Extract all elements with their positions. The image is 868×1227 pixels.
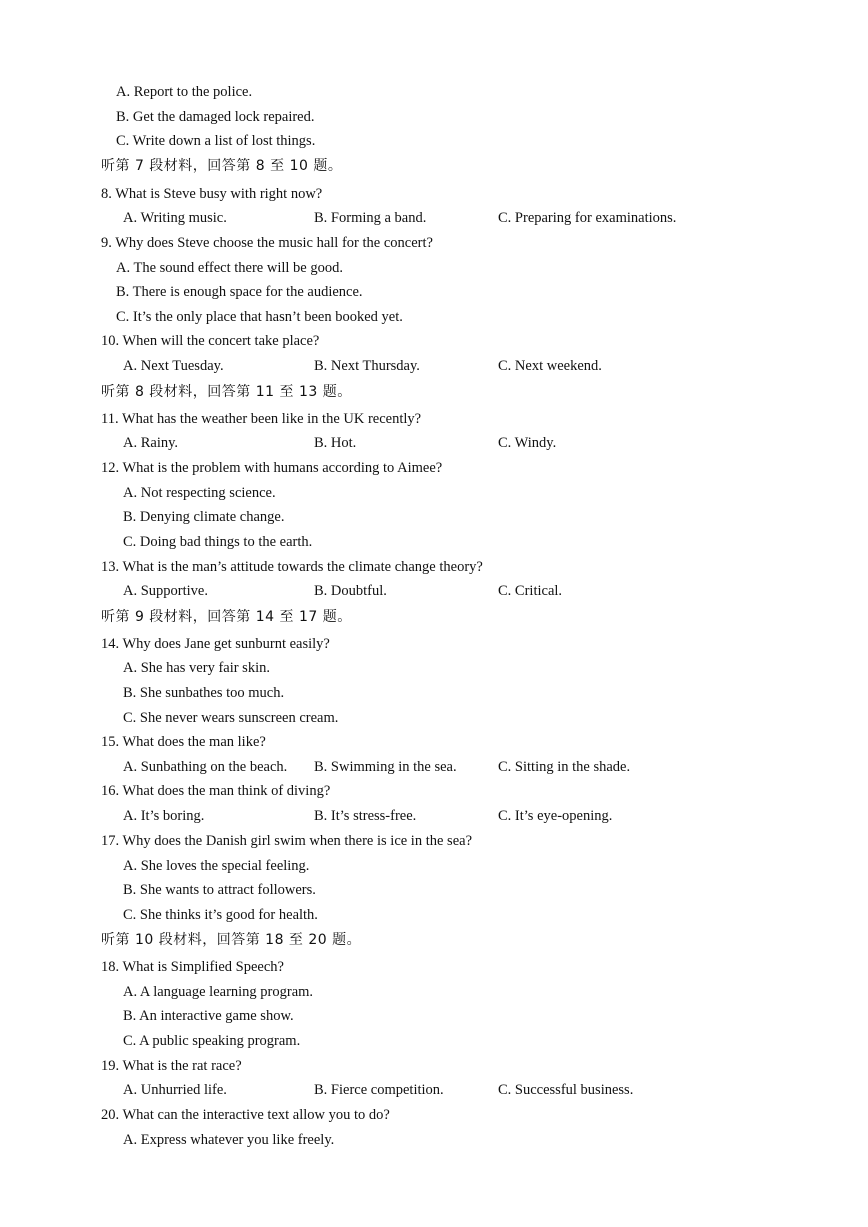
option-13c: C. Critical. — [498, 583, 563, 599]
question-17: 17. Why does the Danish girl swim when there is ice in the sea? — [101, 833, 473, 849]
option-10c: C. Next weekend. — [498, 358, 602, 374]
option-18a: A. A language learning program. — [123, 984, 314, 1000]
option-14c: C. She never wears sunscreen cream. — [123, 710, 339, 726]
option-20a: A. Express whatever you like freely. — [123, 1132, 335, 1148]
question-19: 19. What is the rat race? — [101, 1058, 242, 1074]
option-10b: B. Next Thursday. — [314, 358, 420, 374]
question-18: 18. What is Simplified Speech? — [101, 959, 284, 975]
question-13: 13. What is the man’s attitude towards the climate change theory? — [101, 559, 483, 575]
option-9c: C. It’s the only place that hasn’t been booked yet. — [116, 309, 403, 325]
option-19b: B. Fierce competition. — [314, 1082, 444, 1098]
section-heading-8: 听第 8 段材料，回答第 11 至 13 题。 — [101, 384, 352, 400]
option-8a: A. Writing music. — [123, 210, 227, 226]
option-11c: C. Windy. — [498, 435, 557, 451]
question-14: 14. Why does Jane get sunburnt easily? — [101, 636, 330, 652]
option-12c: C. Doing bad things to the earth. — [123, 534, 313, 550]
question-8: 8. What is Steve busy with right now? — [101, 186, 323, 202]
option-17a: A. She loves the special feeling. — [123, 858, 310, 874]
option-10a: A. Next Tuesday. — [123, 358, 224, 374]
option-11a: A. Rainy. — [123, 435, 179, 451]
option-7a: A. Report to the police. — [116, 84, 253, 100]
option-16b: B. It’s stress-free. — [314, 808, 417, 824]
question-16: 16. What does the man think of diving? — [101, 783, 331, 799]
section-heading-10: 听第 10 段材料，回答第 18 至 20 题。 — [101, 932, 362, 948]
option-15a: A. Sunbathing on the beach. — [123, 759, 288, 775]
option-12b: B. Denying climate change. — [123, 509, 285, 525]
question-9: 9. Why does Steve choose the music hall for the concert? — [101, 235, 433, 251]
option-14a: A. She has very fair skin. — [123, 660, 270, 676]
option-9a: A. The sound effect there will be good. — [116, 260, 343, 276]
option-7c: C. Write down a list of lost things. — [116, 133, 316, 149]
option-17b: B. She wants to attract followers. — [123, 882, 316, 898]
option-13b: B. Doubtful. — [314, 583, 387, 599]
option-16a: A. It’s boring. — [123, 808, 205, 824]
option-8b: B. Forming a band. — [314, 210, 427, 226]
option-19c: C. Successful business. — [498, 1082, 634, 1098]
option-15b: B. Swimming in the sea. — [314, 759, 457, 775]
question-20: 20. What can the interactive text allow you to do? — [101, 1107, 390, 1123]
option-13a: A. Supportive. — [123, 583, 208, 599]
option-8c: C. Preparing for examinations. — [498, 210, 677, 226]
option-18c: C. A public speaking program. — [123, 1033, 301, 1049]
option-9b: B. There is enough space for the audience. — [116, 284, 363, 300]
question-15: 15. What does the man like? — [101, 734, 266, 750]
option-7b: B. Get the damaged lock repaired. — [116, 109, 315, 125]
option-18b: B. An interactive game show. — [123, 1008, 294, 1024]
section-heading-7: 听第 7 段材料，回答第 8 至 10 题。 — [101, 158, 343, 174]
option-15c: C. Sitting in the shade. — [498, 759, 631, 775]
option-19a: A. Unhurried life. — [123, 1082, 227, 1098]
option-11b: B. Hot. — [314, 435, 357, 451]
question-12: 12. What is the problem with humans according to Aimee? — [101, 460, 443, 476]
option-16c: C. It’s eye-opening. — [498, 808, 613, 824]
option-12a: A. Not respecting science. — [123, 485, 276, 501]
option-17c: C. She thinks it’s good for health. — [123, 907, 318, 923]
section-heading-9: 听第 9 段材料，回答第 14 至 17 题。 — [101, 609, 352, 625]
question-10: 10. When will the concert take place? — [101, 333, 320, 349]
option-14b: B. She sunbathes too much. — [123, 685, 285, 701]
question-11: 11. What has the weather been like in the UK recently? — [101, 411, 422, 427]
